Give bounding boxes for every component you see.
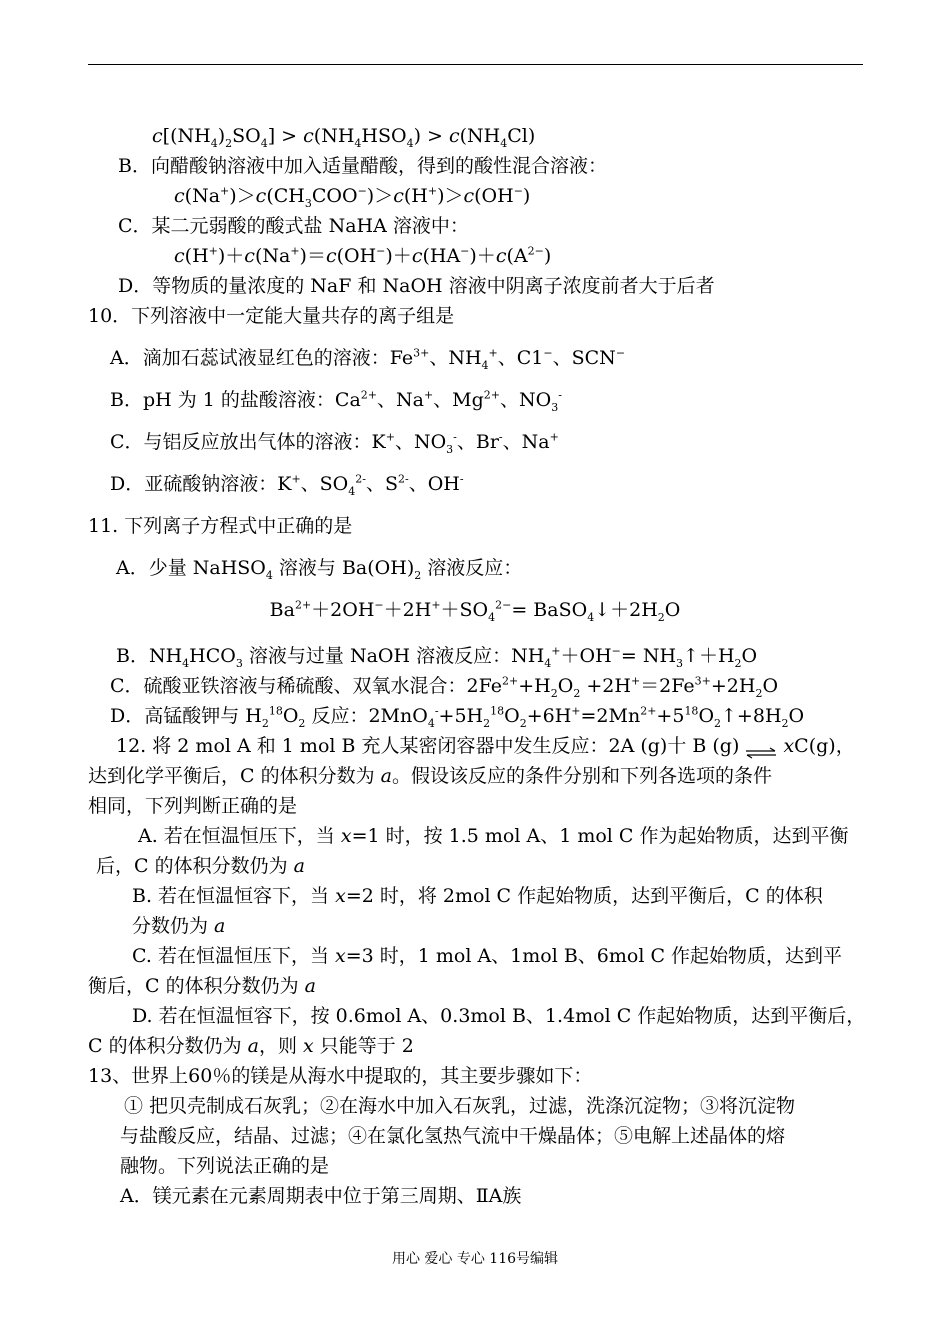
- text-line: $c(Na^+)>c(CH_3COO^-)>c(H^+)>c(OH^-)$: [174, 184, 531, 210]
- text-line: B．$NH_4HCO_3$ 溶液与过量 NaOH 溶液反应：$NH_4^++OH^-=$ $NH_3↑+H_2O$: [116, 644, 758, 670]
- page-footer: 用心 爱心 专心 116号编辑: [391, 1251, 559, 1267]
- text-line: D．高锰酸钾与 $H_2^{18}O_2$ 反应：$2MnO_4^-+5H_2^{18}O_2+6H^+=2Mn^{2+}+5^{18}O_2↑+8H_2O$: [110, 704, 805, 730]
- text-line: $Ba^{2+}+2OH^-+2H^++SO_4^{2-}=$ $BaSO_4↓+2H_2O$: [269, 598, 681, 624]
- text-line: C 的体积分数仍为 a，则 x 只能等于 2: [88, 1035, 414, 1057]
- text-line: A．少量 NaHSO$_4$ 溶液与 $Ba(OH)_2$ 溶液反应：: [116, 557, 523, 582]
- text-line: B. 若在恒温恒容下，当 x=2 时，将 2mol C 作起始物质，达到平衡后，C 的体积: [132, 885, 823, 907]
- text-line: D. 若在恒温恒容下，按 0.6mol A、0.3mol B、1.4mol C 作起始物质，达到平衡后，: [132, 1005, 866, 1027]
- text-line: 后，C 的体积分数仍为 a: [96, 855, 305, 877]
- text-line: 衡后，C 的体积分数仍为 a: [88, 975, 316, 997]
- text-line: B．向醋酸钠溶液中加入适量醋酸，得到的酸性混合溶液：: [118, 155, 607, 177]
- text-line: $c[(NH_4)_2SO_4] > c(NH_4HSO_4) > c(NH_4Cl)$: [152, 125, 536, 150]
- text-line: ① 把贝壳制成石灰乳；②在海水中加入石灰乳，过滤，洗涤沉淀物；③将沉淀物: [124, 1095, 796, 1117]
- text-line: 与盐酸反应，结晶、过滤；④在氯化氢热气流中干燥晶体；⑤电解上述晶体的熔: [120, 1125, 786, 1147]
- text-line: A. 若在恒温恒压下，当 x=1 时，按 1.5 mol A、1 mol C 作为起始物质，达到平衡: [138, 825, 849, 847]
- text-line: C．与铝反应放出气体的溶液：K+、$NO_3^-$、Br-、Na+: [110, 430, 559, 456]
- text-line: A．滴加石蕊试液显红色的溶液：$Fe^{3+}$、$NH_4^+$、C1−、SCN−: [110, 346, 626, 372]
- text-line: 分数仍为 a: [132, 915, 226, 937]
- equilibrium-arrow: [745, 741, 777, 753]
- text-line: C．硫酸亚铁溶液与稀硫酸、双氧水混合：$2Fe^{2+}+H_2O_2 +2H^+=2Fe^{3+}+2H_2O$: [110, 674, 779, 700]
- text-line: 相同，下列判断正确的是: [88, 795, 298, 817]
- text-line: C. 若在恒温恒压下，当 x=3 时，1 mol A、1mol B、6mol C 作起始物质，达到平: [132, 945, 843, 967]
- text-line: 11. 下列离子方程式中正确的是: [88, 515, 353, 537]
- text-line: D．亚硫酸钠溶液：K+、$SO_4^{2-}$、$S^{2-}$、OH-: [110, 472, 464, 498]
- text-line: C．某二元弱酸的酸式盐 NaHA 溶液中：: [118, 215, 469, 237]
- text-line: 13、世界上60％的镁是从海水中提取的，其主要步骤如下：: [88, 1065, 593, 1087]
- text-line: B．pH 为 1 的盐酸溶液：$Ca^{2+}$、Na+、$Mg^{2+}$、$NO_3^-$: [110, 388, 562, 414]
- text-line: 12. 将 2 mol A 和 1 mol B 充人某密闭容器中发生反应：2A (g)十 B (g) xC(g)，: [116, 735, 855, 757]
- text-line: 10．下列溶液中一定能大量共存的离子组是: [88, 305, 455, 327]
- text-line: A．镁元素在元素周期表中位于第三周期、ⅡA族: [120, 1185, 522, 1207]
- text-line: 达到化学平衡后，C 的体积分数为 a。假设该反应的条件分别和下列各选项的条件: [88, 765, 772, 787]
- text-line: $c(H^+)+c(Na^+)=c(OH^-)+c(HA^-)+c(A^{2-})$: [174, 244, 552, 267]
- header-rule: [88, 64, 863, 65]
- text-line: D．等物质的量浓度的 NaF 和 NaOH 溶液中阴离子浓度前者大于后者: [118, 275, 715, 297]
- text-line: 融物。下列说法正确的是: [120, 1155, 330, 1177]
